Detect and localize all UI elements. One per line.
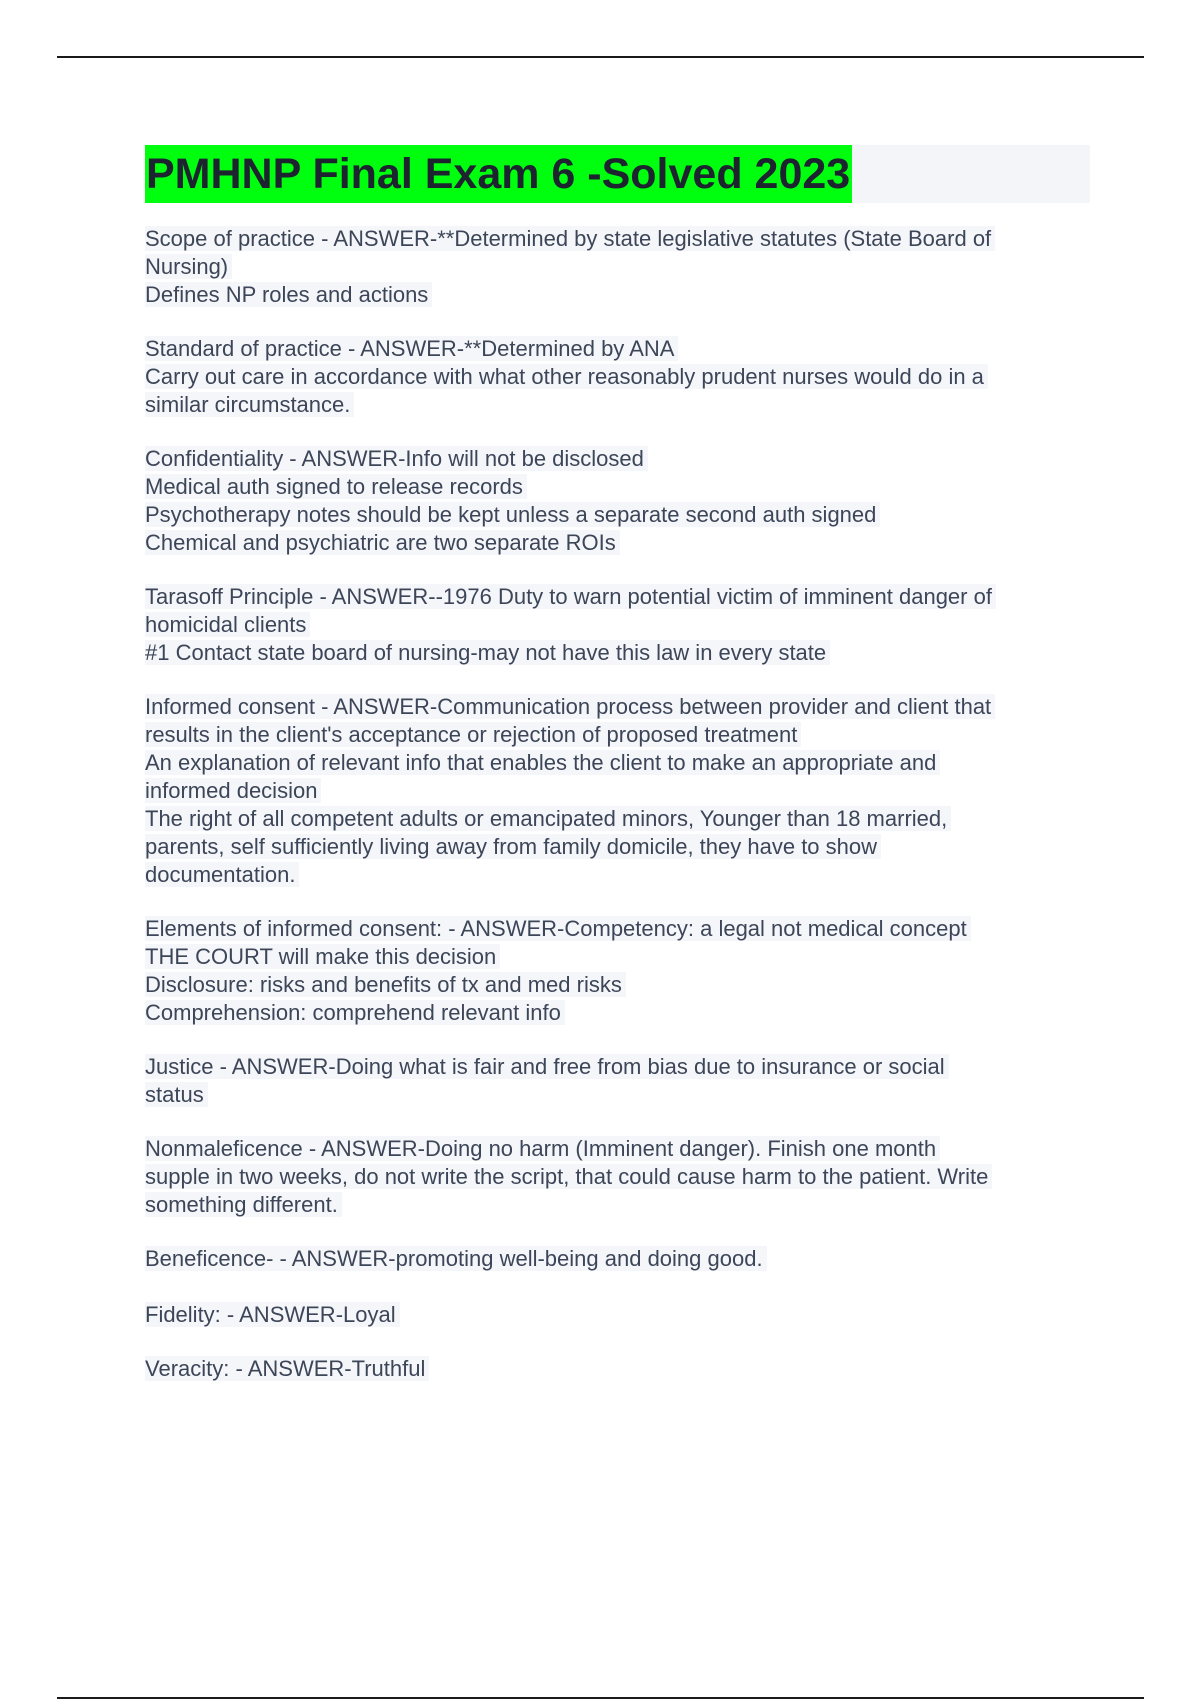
qa-line-text: Scope of practice - ANSWER-**Determined by state legislative statutes (State Board of [145, 226, 995, 251]
qa-entry [145, 693, 1090, 889]
qa-line-text: parents, self sufficiently living away from family domicile, they have to show [145, 834, 881, 859]
qa-entry [145, 335, 1090, 419]
qa-line [145, 281, 1090, 309]
qa-line-text: similar circumstance. [145, 392, 354, 417]
qa-line-text: Comprehension: comprehend relevant info [145, 1000, 565, 1025]
qa-line-text: Medical auth signed to release records [145, 474, 527, 499]
qa-line-text: Disclosure: risks and benefits of tx and med risks [145, 972, 626, 997]
qa-line-text: something different. [145, 1192, 342, 1217]
qa-line [145, 721, 1090, 749]
qa-line-text: Confidentiality - ANSWER-Info will not be disclosed [145, 446, 648, 471]
qa-line-text: Defines NP roles and actions [145, 282, 432, 307]
qa-entry [145, 1301, 1090, 1329]
qa-line [145, 1053, 1090, 1081]
qa-line-text: The right of all competent adults or emancipated minors, Younger than 18 married, [145, 806, 951, 831]
qa-line [145, 335, 1090, 363]
qa-line-text: Nursing) [145, 254, 232, 279]
qa-line [145, 861, 1090, 889]
document-title: PMHNP Final Exam 6 -Solved 2023 [145, 145, 852, 203]
qa-line-text: status [145, 1082, 208, 1107]
qa-line-text: Justice - ANSWER-Doing what is fair and free from bias due to insurance or social [145, 1054, 949, 1079]
qa-line [145, 253, 1090, 281]
qa-line-text: Veracity: - ANSWER-Truthful [145, 1356, 429, 1381]
qa-line-text: Fidelity: - ANSWER-Loyal [145, 1302, 400, 1327]
qa-line [145, 1135, 1090, 1163]
qa-line [145, 1355, 1090, 1383]
qa-line-text: Elements of informed consent: - ANSWER-Competency: a legal not medical concept [145, 916, 971, 941]
qa-line-text: THE COURT will make this decision [145, 944, 500, 969]
qa-line [145, 1245, 1090, 1273]
top-divider [57, 56, 1144, 58]
qa-line-text: Tarasoff Principle - ANSWER--1976 Duty to warn potential victim of imminent danger of [145, 584, 996, 609]
qa-entry [145, 1053, 1090, 1109]
qa-entry [145, 1135, 1090, 1219]
qa-line [145, 363, 1090, 391]
qa-line [145, 1191, 1090, 1219]
qa-line [145, 611, 1090, 639]
qa-line [145, 943, 1090, 971]
qa-line [145, 529, 1090, 557]
qa-line-text: Chemical and psychiatric are two separate ROIs [145, 530, 620, 555]
qa-line [145, 805, 1090, 833]
qa-line [145, 1163, 1090, 1191]
qa-line-text: Psychotherapy notes should be kept unless a separate second auth signed [145, 502, 880, 527]
document-body [145, 145, 1090, 1409]
qa-line [145, 391, 1090, 419]
qa-list [145, 225, 1090, 1383]
qa-entry [145, 1245, 1090, 1273]
qa-line [145, 225, 1090, 253]
qa-line [145, 971, 1090, 999]
qa-line-text: Standard of practice - ANSWER-**Determined by ANA [145, 336, 678, 361]
qa-line-text: #1 Contact state board of nursing-may not have this law in every state [145, 640, 830, 665]
qa-line [145, 445, 1090, 473]
qa-entry [145, 445, 1090, 557]
qa-line [145, 1301, 1090, 1329]
qa-line [145, 473, 1090, 501]
qa-entry [145, 1355, 1090, 1383]
qa-line-text: An explanation of relevant info that enables the client to make an appropriate and [145, 750, 940, 775]
qa-line-text: informed decision [145, 778, 321, 803]
bottom-divider [57, 1697, 1144, 1699]
qa-line-text: Carry out care in accordance with what other reasonably prudent nurses would do in a [145, 364, 988, 389]
qa-line-text: Nonmaleficence - ANSWER-Doing no harm (Imminent danger). Finish one month [145, 1136, 940, 1161]
qa-line-text: Beneficence- - ANSWER-promoting well-being and doing good. [145, 1246, 767, 1271]
qa-line [145, 749, 1090, 777]
qa-line [145, 915, 1090, 943]
qa-line-text: results in the client's acceptance or rejection of proposed treatment [145, 722, 801, 747]
qa-line-text: documentation. [145, 862, 299, 887]
qa-line [145, 833, 1090, 861]
qa-entry [145, 225, 1090, 309]
qa-line [145, 501, 1090, 529]
qa-line-text: Informed consent - ANSWER-Communication process between provider and client that [145, 694, 995, 719]
title-band [145, 145, 1090, 203]
qa-line [145, 583, 1090, 611]
qa-line-text: supple in two weeks, do not write the script, that could cause harm to the patient. Write [145, 1164, 992, 1189]
qa-entry [145, 583, 1090, 667]
qa-entry [145, 915, 1090, 1027]
qa-line [145, 1081, 1090, 1109]
qa-line [145, 999, 1090, 1027]
qa-line [145, 693, 1090, 721]
qa-line [145, 639, 1090, 667]
qa-line [145, 777, 1090, 805]
qa-line-text: homicidal clients [145, 612, 310, 637]
